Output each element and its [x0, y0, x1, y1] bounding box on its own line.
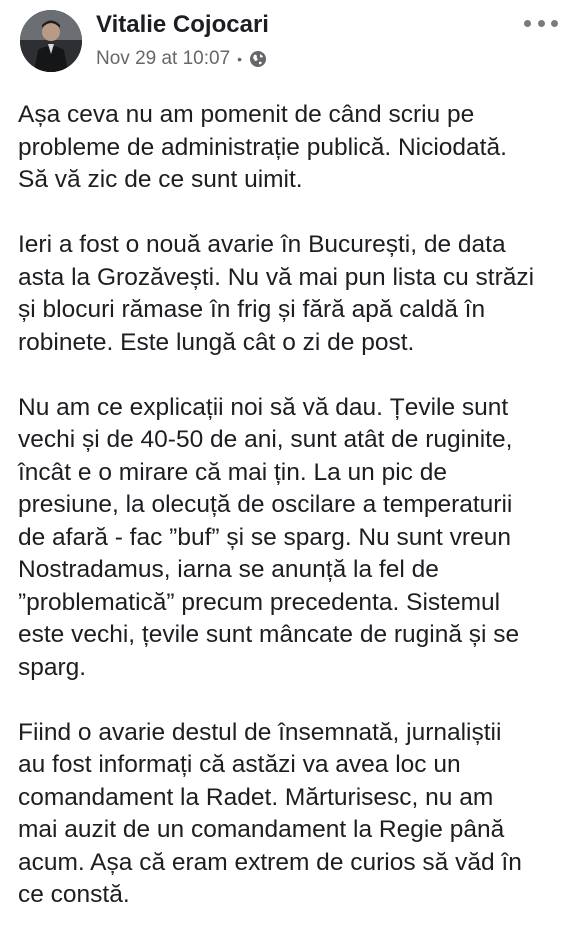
- post-header: [0, 0, 576, 88]
- post-paragraph: Nu am ce explicații noi să vă dau. Țevile sunt vechi și de 40-50 de ani, sunt atât de ruginite, încât e o mirare că mai țin. La un pic de presiune, la olecuță de oscilare a temperaturii de afară - fac ”buf” și se sparg. Nu sunt vreun Nostradamus, iarna se anunță la fel de ”problematică” precum precedenta. Sistemul este vechi, țevile sunt mâncate de rugină și se sparg.: [18, 393, 520, 681]
- meta-separator: •: [237, 51, 243, 67]
- post-paragraph: Așa ceva nu am pomenit de când scriu pe probleme de administrație publică. Niciodată. Să vă zic de ce sunt uimit.: [18, 101, 507, 193]
- more-options-dot: [538, 20, 545, 27]
- avatar-image: [20, 10, 82, 72]
- more-options-button[interactable]: [522, 12, 560, 34]
- more-options-dot: [551, 20, 558, 27]
- more-options-dot: [524, 20, 531, 27]
- post-paragraph: Ieri a fost o nouă avarie în București, de data asta la Grozăvești. Nu vă mai pun lista cu străzi și blocuri rămase în frig și fără apă caldă în robinete. Este lungă cât o zi de post.: [18, 231, 535, 356]
- post-text: [18, 99, 564, 935]
- author-name[interactable]: Vitalie Cojocari: [96, 11, 269, 38]
- post-meta: [96, 46, 267, 72]
- avatar[interactable]: [20, 10, 82, 72]
- post-timestamp[interactable]: Nov 29 at 10:07: [96, 48, 231, 69]
- post-paragraph: Fiind o avarie destul de însemnată, jurnaliștii au fost informați că astăzi va avea loc un comandament la Radet. Mărturisesc, nu am mai auzit de un comandament la Regie până acum. Așa că eram extrem de curios să văd în ce constă.: [18, 718, 522, 908]
- globe-icon[interactable]: [249, 50, 267, 68]
